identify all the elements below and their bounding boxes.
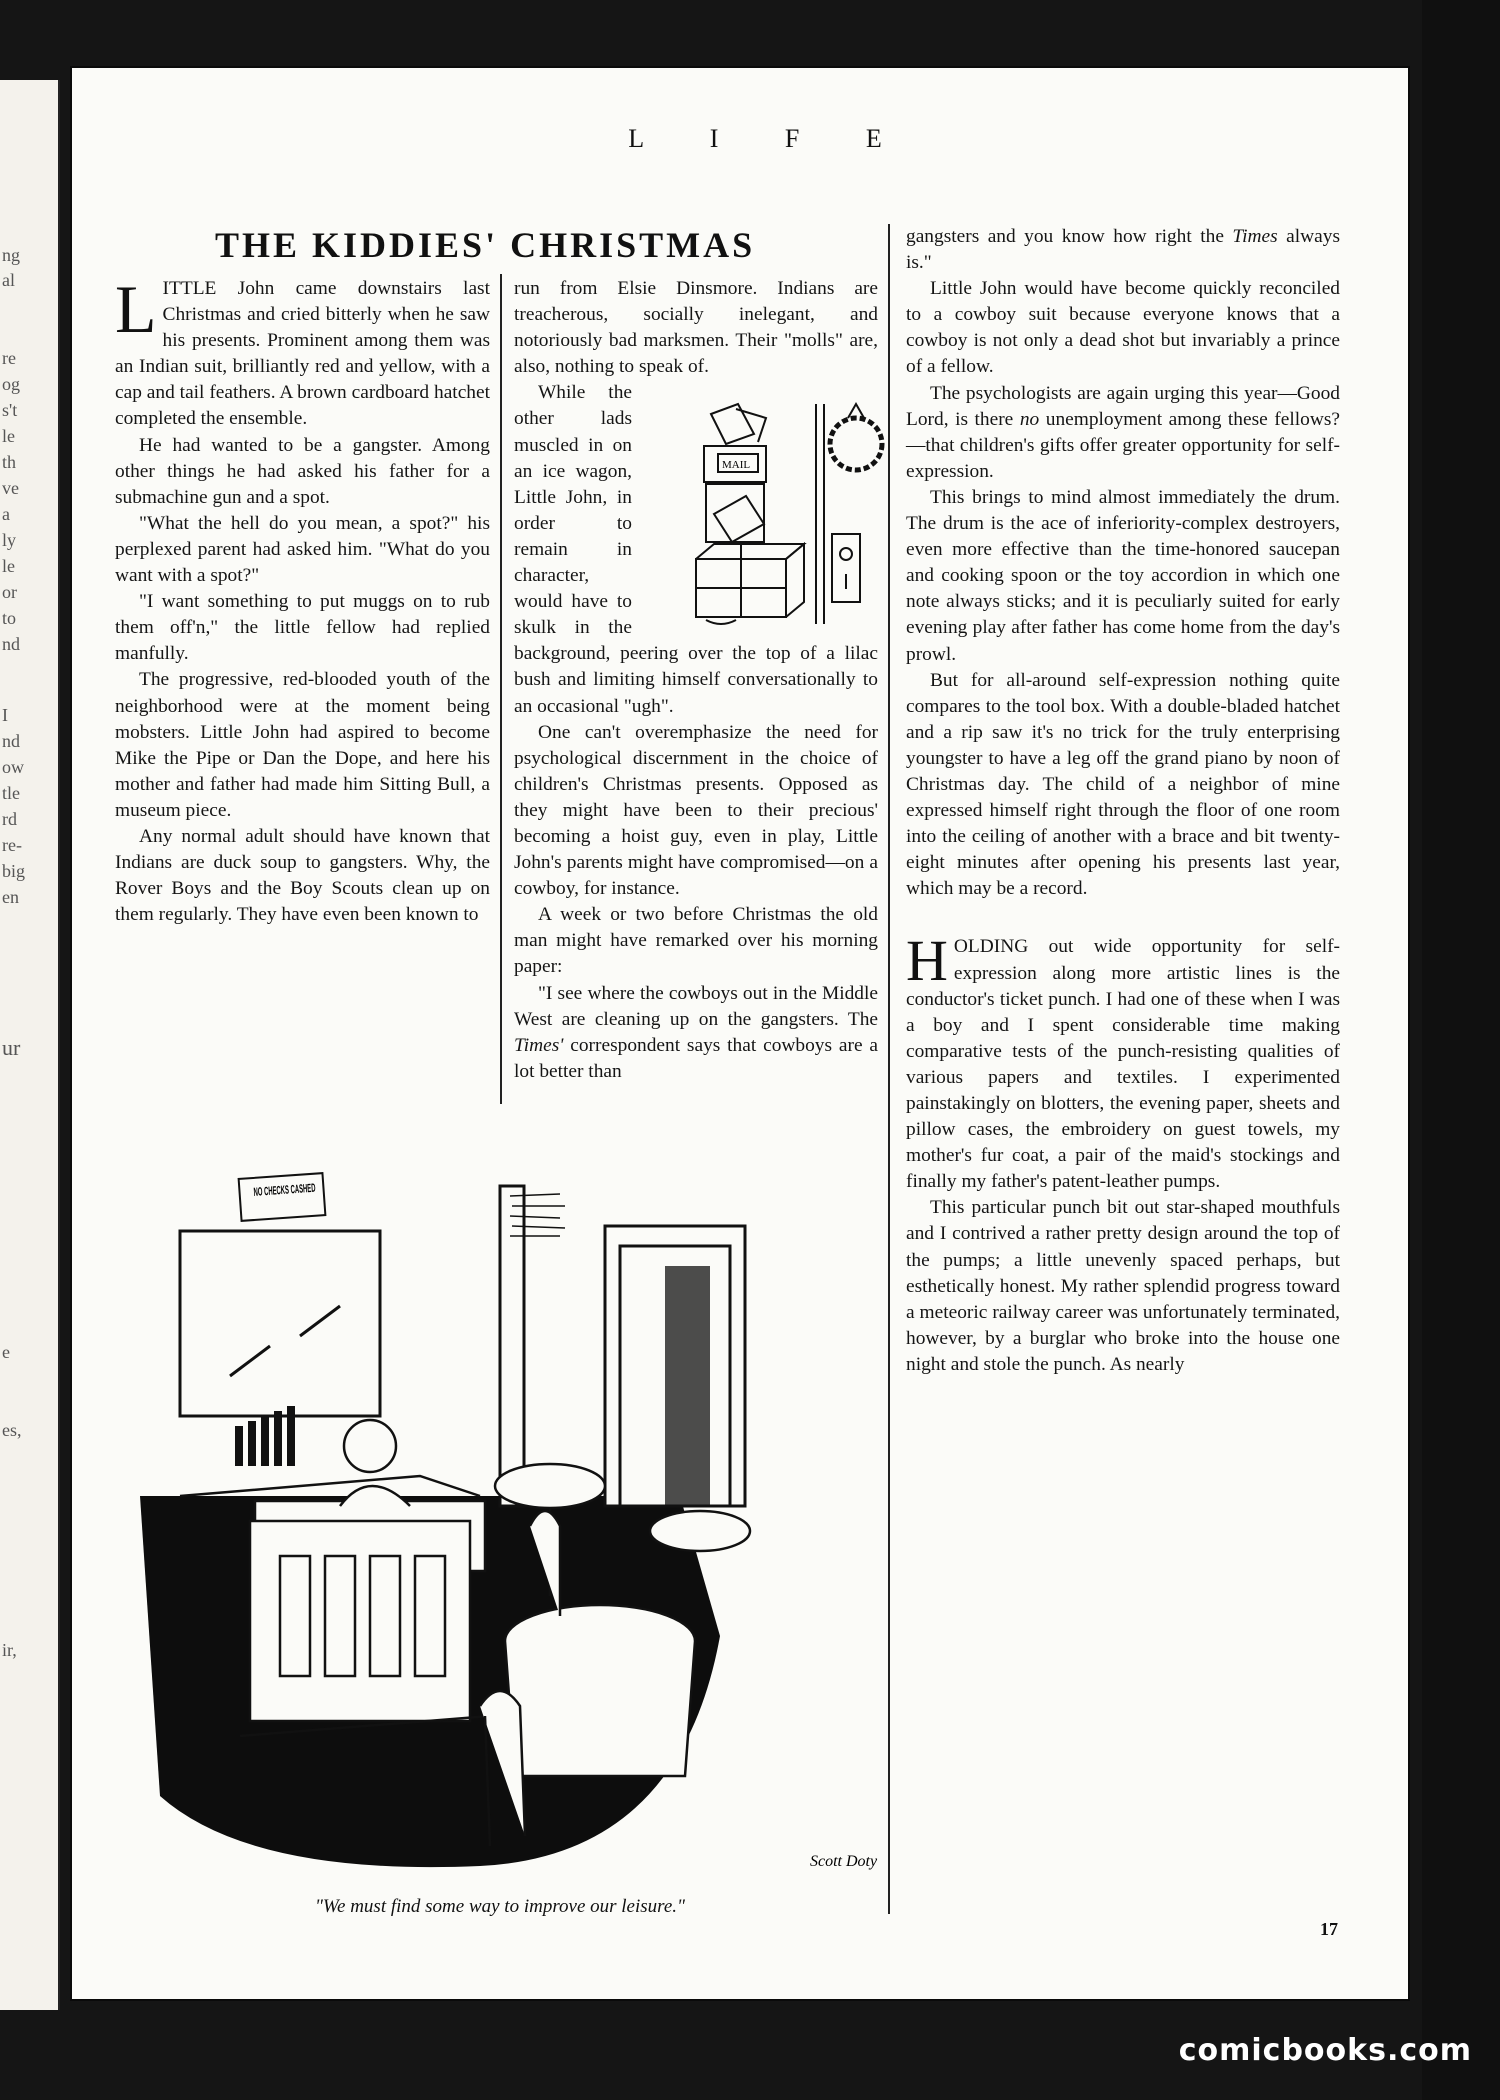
italic-times: Times' (514, 1034, 564, 1056)
margin-fragment: a (2, 504, 10, 524)
article-column-3 (906, 224, 1340, 1378)
margin-fragment: tle (2, 783, 20, 803)
margin-fragment: or (2, 582, 17, 602)
margin-fragment: to (2, 608, 17, 628)
paragraph: "I want something to put muggs on to rub them off'n," the little fellow had replied manfully. (115, 591, 490, 665)
mail-label: MAIL (722, 459, 751, 472)
margin-fragment: ur (2, 1035, 21, 1060)
running-head: L I F E (628, 124, 912, 153)
paragraph-text: The psychologists are again urging this year—Good Lord, is there (906, 382, 1340, 430)
paragraph: "What the hell do you mean, a spot?" his perplexed parent had asked him. "What do you want with a spot?" (115, 512, 490, 587)
paragraph-text: out wide opportunity for self-expression along more artistic lines is the conductor's ticket punch. I had one of these when I was a boy and I spent considerable time making comparative tests of the punch-resisting qualities of various papers and textiles. I experimented painstakingly on blotters, the evening paper, sheets and pillow cases, the embroidery on guest towels, my mother's fur coat, a pair of the maid's stockings and finally my father's patent-leather pumps. (906, 936, 1340, 1193)
paragraph: Any normal adult should have known that Indians are duck soup to gangsters. Why, the Rover Boys and the Boy Scouts clean up on them regularly. They have even been known to (115, 825, 490, 926)
margin-fragment: rd (2, 809, 17, 829)
margin-fragment: re- (2, 835, 22, 855)
italic-no: no (1019, 408, 1040, 430)
paragraph: A week or two before Christmas the old man might have remarked over his morning paper: (514, 904, 878, 978)
margin-fragment: le (2, 556, 15, 576)
paragraph-text: unemployment among these fellows?—that children's gifts offer greater opportunity for self-expression. (906, 408, 1340, 482)
column-rule (500, 274, 502, 1104)
drop-cap: L (115, 271, 157, 347)
margin-fragment: s't (2, 400, 18, 420)
cartoon-caption: "We must find some way to improve our leisure." (314, 1896, 686, 1917)
section-break (906, 902, 1340, 934)
adjacent-page-strip (0, 80, 60, 2010)
paragraph (514, 981, 878, 1085)
magazine-page (70, 66, 1410, 2001)
scan-dark-edge (1422, 0, 1500, 2100)
paragraph-text: always is." (906, 226, 1340, 274)
margin-fragment: ng (2, 245, 20, 265)
paragraph (906, 381, 1340, 485)
paragraph: This brings to mind almost immediately the drum. The drum is the ace of inferiority-complex destroyers, even more effective than the time-honored saucepan and cooking spoon or the toy accordion in which one note always sticks; and it is peculiarly suited for early evening play after father has come home from the day's prowl. (906, 486, 1340, 665)
margin-fragment: le (2, 426, 15, 446)
paragraph (906, 928, 1340, 1195)
paragraph-text: gangsters and you know how right the (906, 226, 1233, 247)
margin-fragment: e (2, 1342, 10, 1362)
margin-fragment: nd (2, 731, 20, 751)
paragraph: He had wanted to be a gangster. Among other things he had asked his father for a submachine gun and a spot. (115, 434, 490, 508)
margin-fragment: big (2, 861, 26, 881)
page-number: 17 (1320, 1919, 1338, 1939)
article-column-1 (115, 271, 490, 928)
paragraph-text: correspondent says that cowboys are a lot better than (514, 1034, 878, 1082)
small-caps-lead: OLDING (953, 936, 1029, 958)
article-column-2 (514, 276, 878, 1085)
spot-illustration-gifts (642, 384, 878, 634)
paragraph: run from Elsie Dinsmore. Indians are treacherous, socially inelegant, and notoriously bad marksmen. Their "molls" are, also, nothing to speak of. (514, 278, 878, 378)
margin-fragment: og (2, 374, 20, 394)
artist-signature: Scott Doty (810, 1853, 878, 1870)
paragraph: Little John would have become quickly reconciled to a cowboy suit because everyone knows that a cowboy is not only a dead shot but invariably a prince of a fellow. (906, 278, 1340, 378)
margin-fragment: es, (2, 1420, 22, 1440)
margin-fragment: ve (2, 478, 19, 498)
italic-times: Times (1232, 226, 1278, 247)
paragraph: But for all-around self-expression nothing quite compares to the tool box. With a double-bladed hatchet and a rip saw it's no trick for the truly enterprising youngster to have a leg off the grand piano by noon of Christmas day. The child of a neighbor of mine expressed himself right through the floor of one room into the ceiling of another with a brace and bit twenty-eight minutes after opening his presents last year, which may be a record. (906, 669, 1340, 900)
paragraph (906, 224, 1340, 276)
paragraph: One can't overemphasize the need for psychological discernment in the choice of children's Christmas presents. Opposed as they might have been to their precious' becoming a hoist guy, even in play, Little John's parents might have compromised—on a cowboy, for instance. (514, 721, 878, 900)
paragraph (514, 380, 878, 719)
source-watermark: comicbooks.com (1178, 2033, 1472, 2068)
margin-fragment: ir, (2, 1640, 17, 1660)
paragraph-text: "I see where the cowboys out in the Middle West are cleaning up on the gangsters. The (514, 982, 878, 1030)
margin-fragment: en (2, 887, 19, 907)
cartoon-illustration (120, 1076, 880, 1876)
margin-fragment: I (2, 705, 8, 725)
paragraph: This particular punch bit out star-shaped mouthfuls and I contrived a rather pretty design around the top of the pumps; a little unevenly spaced perhaps, but esthetically honest. My rather splendid progress toward a meteoric railway career was unfortunately terminated, however, by a burglar who broke into the house one night and stole the punch. As nearly (906, 1197, 1340, 1375)
margin-fragment: ow (2, 757, 24, 777)
margin-fragment: al (2, 270, 15, 290)
article-title: THE KIDDIES' CHRISTMAS (215, 225, 756, 265)
paragraph-text: ITTLE John came downstairs last Christmas and cried bitterly when he saw his presents. Prominent among them was an Indian suit, brilliantly red and yellow, with a cap and tail feathers. A brown cardboard hatchet completed the ensemble. (115, 278, 490, 430)
margin-fragment: th (2, 452, 17, 472)
margin-fragment: ly (2, 530, 17, 550)
paragraph (115, 271, 490, 433)
paragraph: The progressive, red-blooded youth of the neighborhood were at the moment being mobsters. Little John had aspired to become Mike the Pipe or Dan the Dope, and here his mother and father had made him Sitting Bull, a museum piece. (115, 669, 490, 821)
margin-fragment: re (2, 348, 16, 368)
paragraph-text: While the other lads muscled in on an ice wagon, Little John, in order to remain in character, would have to skulk in the background, peering over the top of a lilac bush and limiting himself conversationally to an occasional "ugh". (514, 382, 878, 717)
drop-cap: H (906, 928, 948, 994)
margin-fragment: nd (2, 634, 20, 654)
